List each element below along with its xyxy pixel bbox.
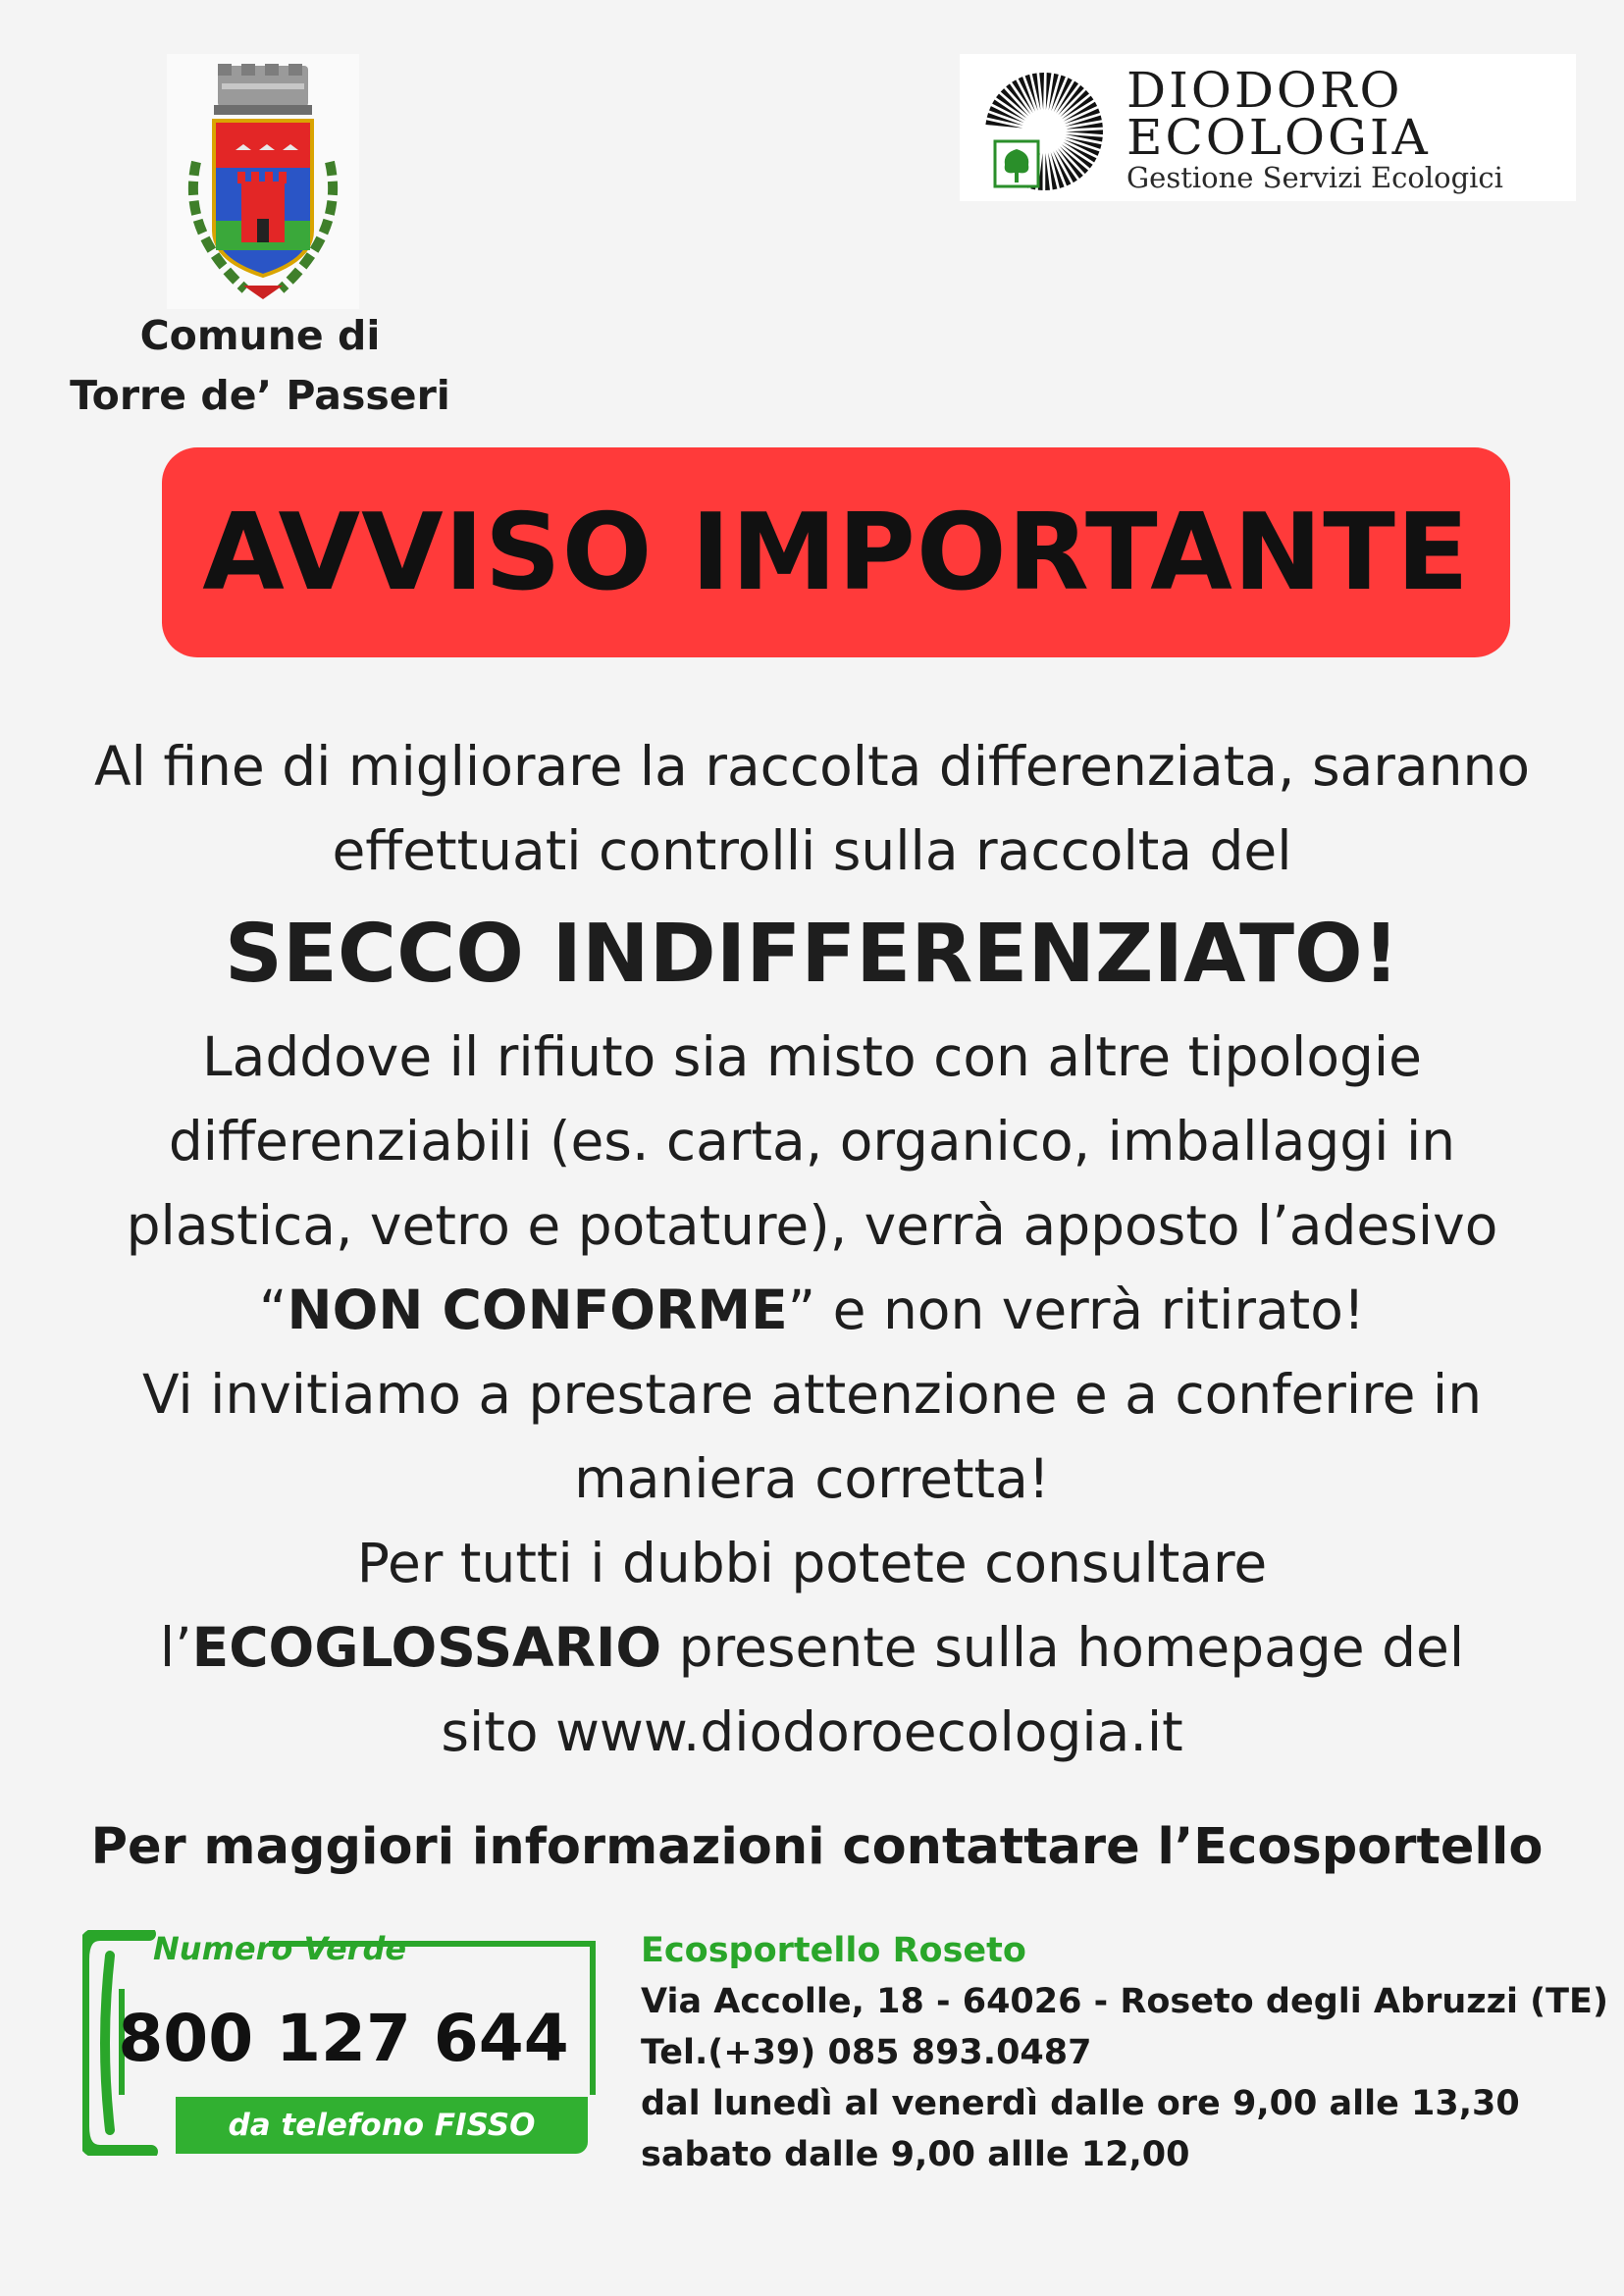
body-line: maniera corretta! [574, 1447, 1050, 1510]
website-line: sito www.diodoroecologia.it [441, 1700, 1183, 1763]
body-line-non-conforme [39, 1268, 1585, 1352]
sunburst-tree-icon [981, 69, 1107, 194]
prefix: l’ [159, 1616, 192, 1679]
body-line: effettuati controlli sulla raccolta del [332, 819, 1292, 882]
contact-heading: Per maggiori informazioni contattare l’Ecosportello [90, 1818, 1544, 1876]
body-line: differenziabili (es. carta, organico, imballaggi in [168, 1110, 1456, 1173]
ecoglossario-label: ECOGLOSSARIO [191, 1616, 662, 1679]
ecosportello-title: Ecosportello Roseto [641, 1931, 1026, 1970]
landline-note: da telefono FISSO [228, 2108, 536, 2143]
body-line: Laddove il rifiuto sia misto con altre tipologie [201, 1025, 1423, 1088]
numero-verde-box [82, 1930, 604, 2156]
ecosportello-info [641, 1925, 1608, 2180]
body-line-rest: presente sulla homepage del [661, 1616, 1465, 1679]
municipality-name [69, 306, 451, 426]
logo-tagline: Gestione Servizi Ecologici [1126, 161, 1503, 194]
notice-body [39, 724, 1585, 1774]
municipal-crest-icon [167, 54, 359, 309]
headline-secco-indifferenziato: SECCO INDIFFERENZIATO! [224, 908, 1400, 1001]
important-notice-banner [162, 447, 1510, 657]
ecosportello-hours-weekday: dal lunedì al venerdì dalle ore 9,00 alle 13,30 [641, 2084, 1520, 2123]
body-line: Per tutti i dubbi potete consultare [356, 1532, 1268, 1594]
body-line-ecoglossario [39, 1605, 1585, 1690]
ecosportello-address: Via Accolle, 18 - 64026 - Roseto degli Abruzzi (TE) [641, 1982, 1608, 2021]
municipality-line-1: Comune di [139, 312, 381, 359]
municipality-line-2: Torre de’ Passeri [70, 372, 450, 419]
logo-name-line-1: DIODORO [1126, 62, 1403, 119]
body-line: Vi invitiamo a prestare attenzione e a conferire in [141, 1363, 1483, 1426]
ecosportello-hours-saturday: sabato dalle 9,00 allle 12,00 [641, 2135, 1190, 2174]
non-conforme-label: NON CONFORME [287, 1278, 788, 1341]
ecosportello-phone: Tel.(+39) 085 893.0487 [641, 2033, 1092, 2072]
logo-name-line-2: ECOLOGIA [1126, 109, 1431, 166]
body-line: plastica, vetro e potature), verrà apposto l’adesivo [126, 1194, 1498, 1257]
banner-title: AVVISO IMPORTANTE [202, 491, 1470, 614]
toll-free-number: 800 127 644 [118, 2001, 569, 2076]
body-line: Al fine di migliorare la raccolta differenziata, saranno [93, 735, 1530, 798]
open-quote: “ [259, 1278, 288, 1341]
body-line-rest: ” e non verrà ritirato! [787, 1278, 1365, 1341]
numero-verde-title: Numero Verde [153, 1930, 407, 1967]
landline-note-bar [176, 2097, 588, 2154]
